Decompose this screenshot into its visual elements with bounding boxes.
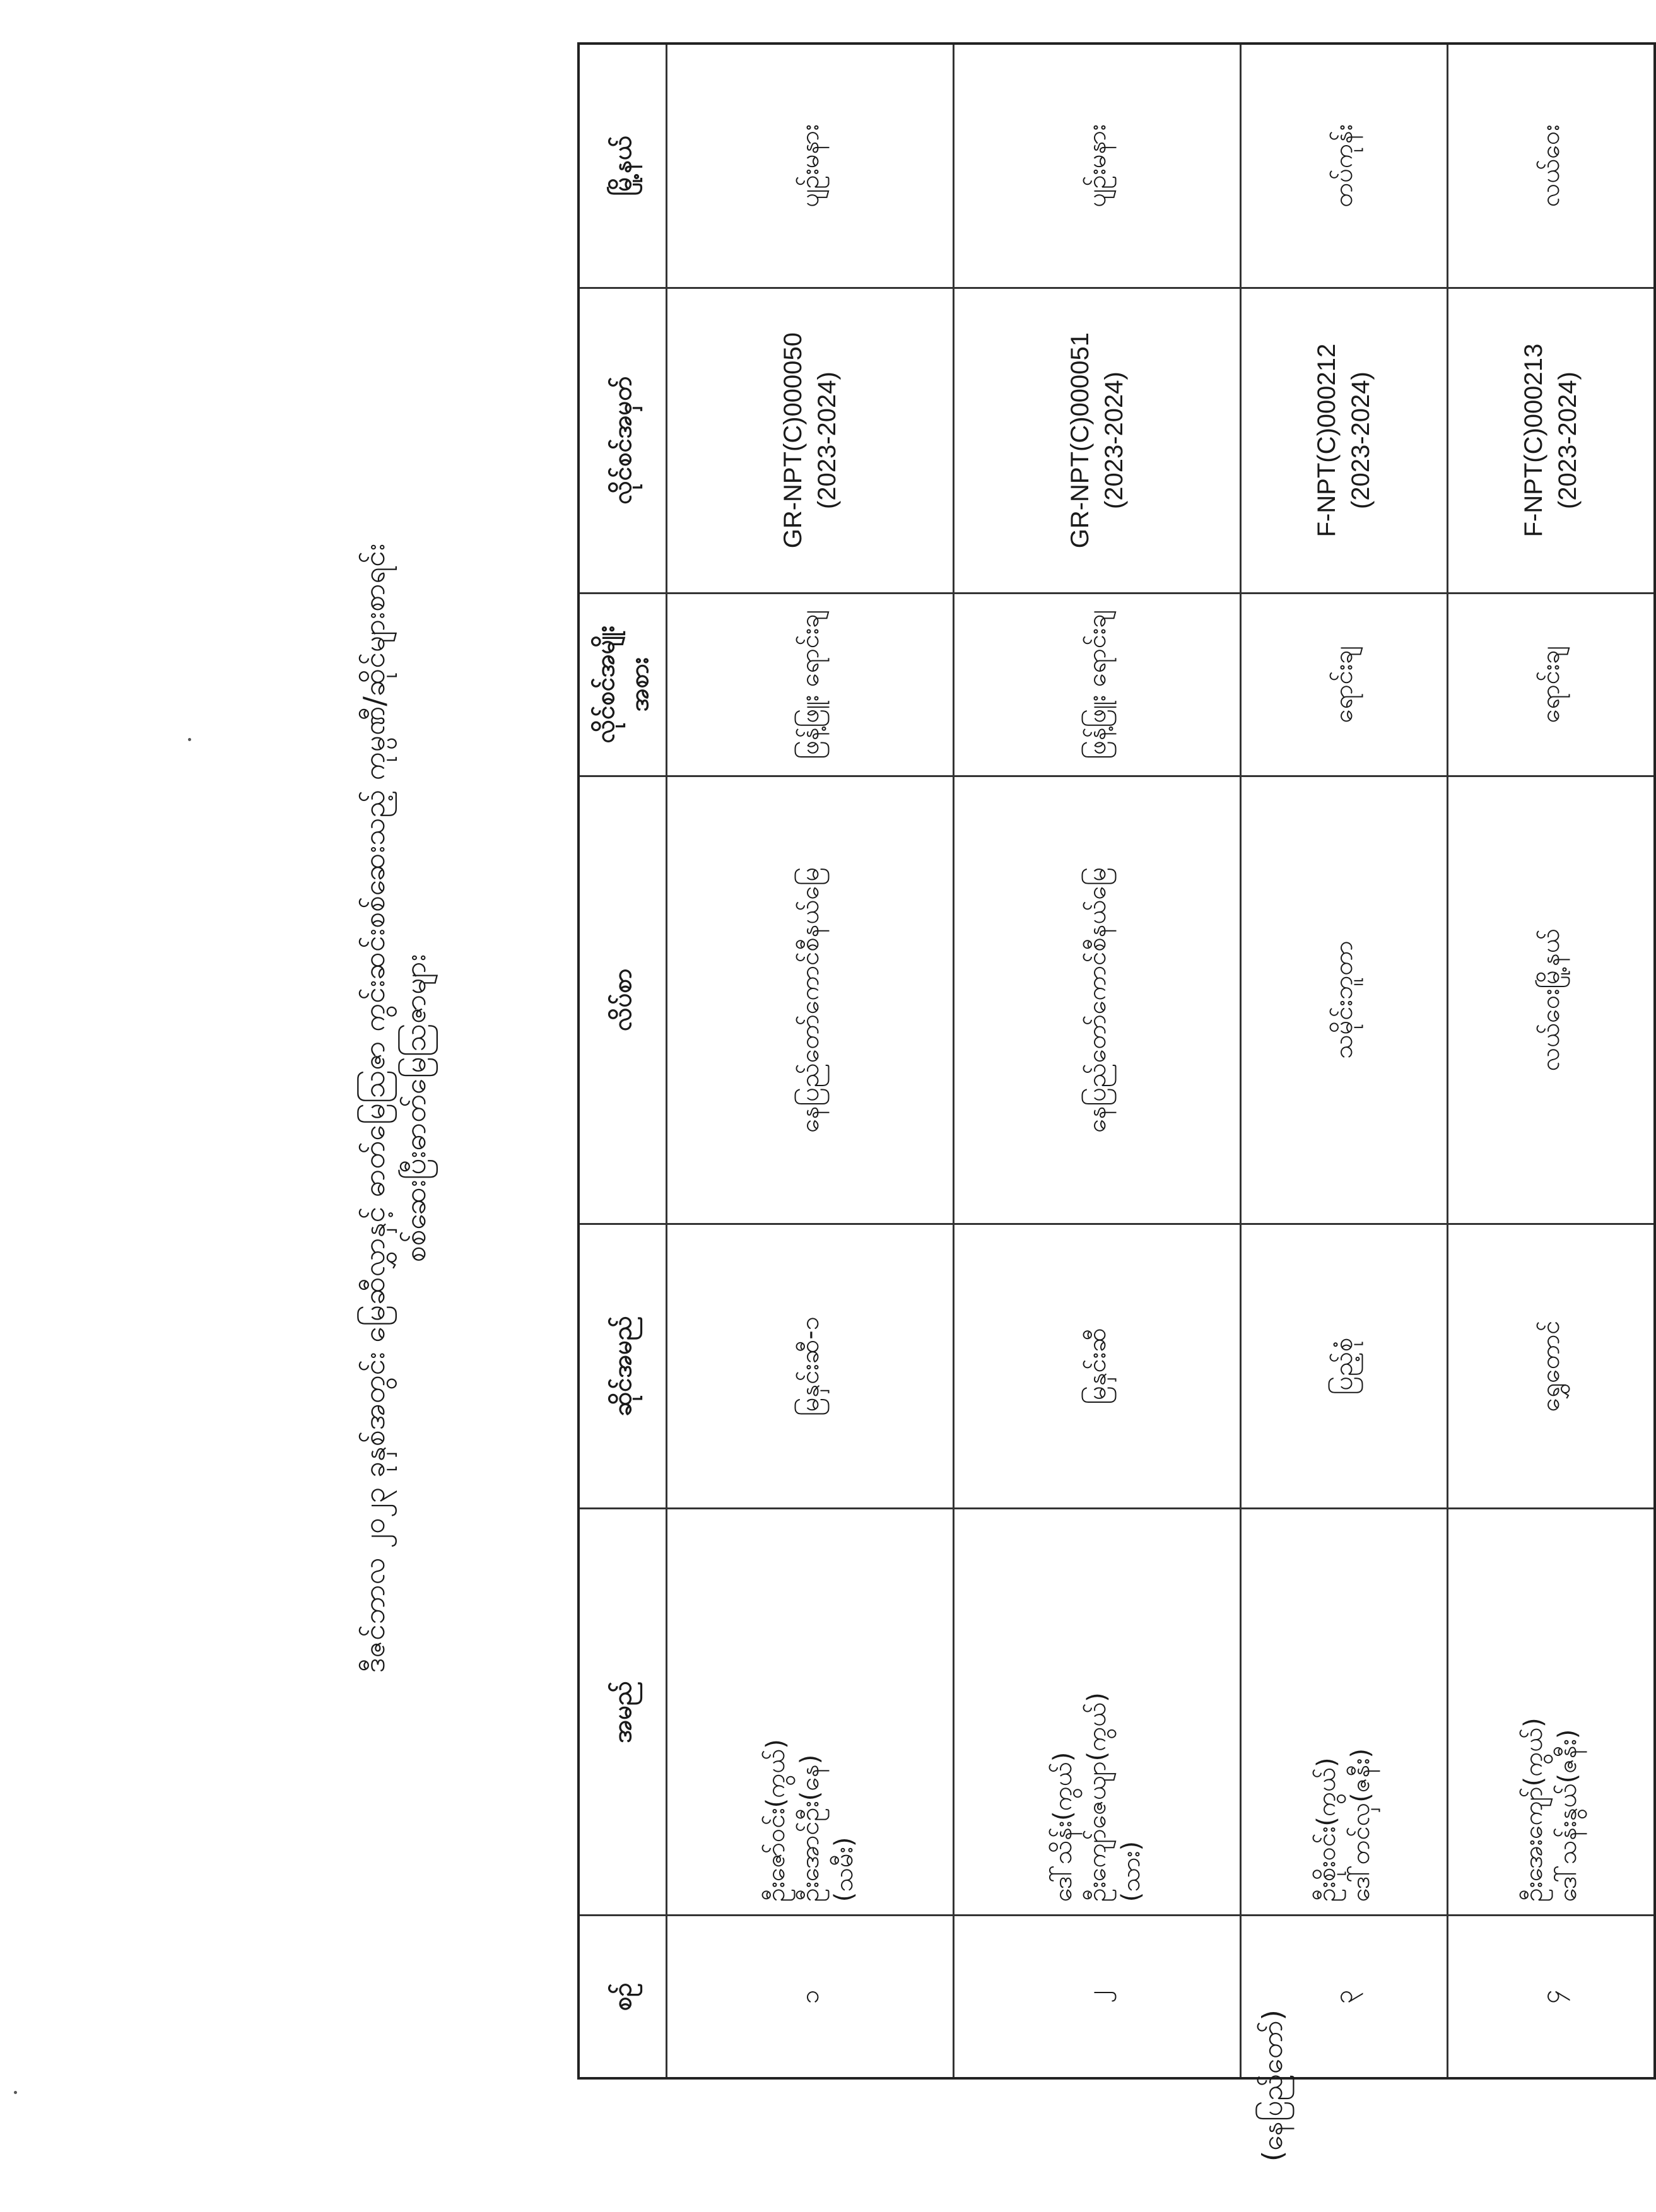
name-line: ဒေါ်တင်လှ(ဇနီး) [1346, 1748, 1376, 1902]
table-header-row [578, 44, 667, 2078]
license-number: F-NPT(C)000213 [1520, 343, 1548, 537]
row-license-no [953, 288, 1240, 593]
row-no: ၁ [667, 1916, 954, 2078]
name-line: ဦးအောင်ဦး(နေ) [795, 1754, 825, 1902]
header-no: စဉ် [578, 1916, 667, 2078]
name-line: (သမီး) [829, 1837, 859, 1902]
license-year: (2023-2024) [813, 372, 841, 510]
row-license-type: ဖြန့်ဖြူး ရောင်းချ [953, 593, 1240, 776]
row-license-type: ဖြန့်ဖြူး ရောင်းချ [667, 593, 954, 776]
row-no: ၂ [953, 1916, 1240, 2078]
license-number: GR-NPT(C)000050 [778, 332, 807, 549]
row-license-type: ရောင်းချ [1240, 593, 1447, 776]
header-address: လိပ်စာ [578, 776, 667, 1224]
row-address: သမိုင်းဘူတာ [1240, 776, 1447, 1224]
row-township: ပျဉ်းမနား [667, 44, 954, 288]
row-name [953, 1509, 1240, 1916]
row-township: တပ်ကုန်း [1240, 44, 1447, 288]
row-license-no [1240, 288, 1447, 593]
license-number: F-NPT(C)000212 [1313, 343, 1341, 537]
unit-label: (နေပြည်တော်) [1257, 2010, 1289, 2162]
header-license-no: လိုင်စင်အမှတ် [578, 288, 667, 593]
row-shop: ရွှေတောင် [1447, 1224, 1655, 1509]
name-line: (သား) [1116, 1840, 1146, 1902]
document-heading-line-1: ဒီဇင်ဘာလ ၂၀၂၃ ခုနှစ်အတွင်း မြေဆီလွှာနှင့် ဓာတ်မြေဩဇာ ကွင်းဆင်းစစ်ဆေးသည့် ကုမ္ပဏီ/ဆိုင်များစာရင်း [357, 543, 391, 1673]
table-row [953, 44, 1240, 2078]
row-shop: မြနှင်းဆီ-၁ [667, 1224, 954, 1509]
row-shop: ပြည့်စုံ [1240, 1224, 1447, 1509]
header-name: အမည် [578, 1509, 667, 1916]
header-township: မြို့နယ် [578, 44, 667, 288]
row-township: ပျဉ်းမနား [953, 44, 1240, 288]
table-row [1447, 44, 1655, 2078]
row-license-type: ရောင်းချ [1447, 593, 1655, 776]
shop-inspection-table [577, 42, 1656, 2080]
row-license-no [1447, 288, 1655, 593]
row-license-no [667, 288, 954, 593]
license-year: (2023-2024) [1347, 372, 1375, 510]
row-address: နေပြည်တော်ကောင်စီနယ်မြေ [953, 776, 1240, 1224]
name-line: ဦးဇော်ဝင်း(ကွယ်) [761, 1739, 790, 1902]
name-line: ဦးစိုးဝင်း(ကွယ်) [1312, 1757, 1342, 1902]
row-no: ၄ [1447, 1916, 1655, 2078]
row-name [1447, 1509, 1655, 1916]
header-license-type: လိုင်စင်အမျိုးအစား [578, 593, 667, 776]
row-no: ၃ [1240, 1916, 1447, 2078]
license-year: (2023-2024) [1554, 372, 1582, 510]
row-name [667, 1509, 954, 1916]
scan-speck [14, 2091, 17, 2094]
table-row [1240, 44, 1447, 2078]
row-address: လယ်ဝေးမြို့နယ် [1447, 776, 1655, 1224]
row-shop: မြနှင်းဆီ [953, 1224, 1240, 1509]
row-address: နေပြည်တော်ကောင်စီနယ်မြေ [667, 776, 954, 1224]
scan-speck [188, 738, 191, 741]
name-line: ဒေါ်သန်းနွယ်(ဇနီး) [1553, 1729, 1583, 1902]
name-line: ဦးကျော်ဇေယျာ(ကွယ်) [1082, 1692, 1112, 1902]
row-township: လယ်ဝေး [1447, 44, 1655, 288]
license-year: (2023-2024) [1100, 372, 1128, 510]
name-line: ဒေါ်သိန်း(ကွယ်) [1048, 1752, 1078, 1902]
table-row [667, 44, 954, 2078]
document-heading-line-2: စစ်ဆေးပြီးဓာတ်မြေဩဇာများ [398, 954, 432, 1263]
row-name [1240, 1509, 1447, 1916]
name-line: ဦးအေးကျော်(ကွယ်) [1519, 1718, 1549, 1902]
license-number: GR-NPT(C)000051 [1066, 332, 1094, 549]
header-shop: ဆိုင်အမည် [578, 1224, 667, 1509]
